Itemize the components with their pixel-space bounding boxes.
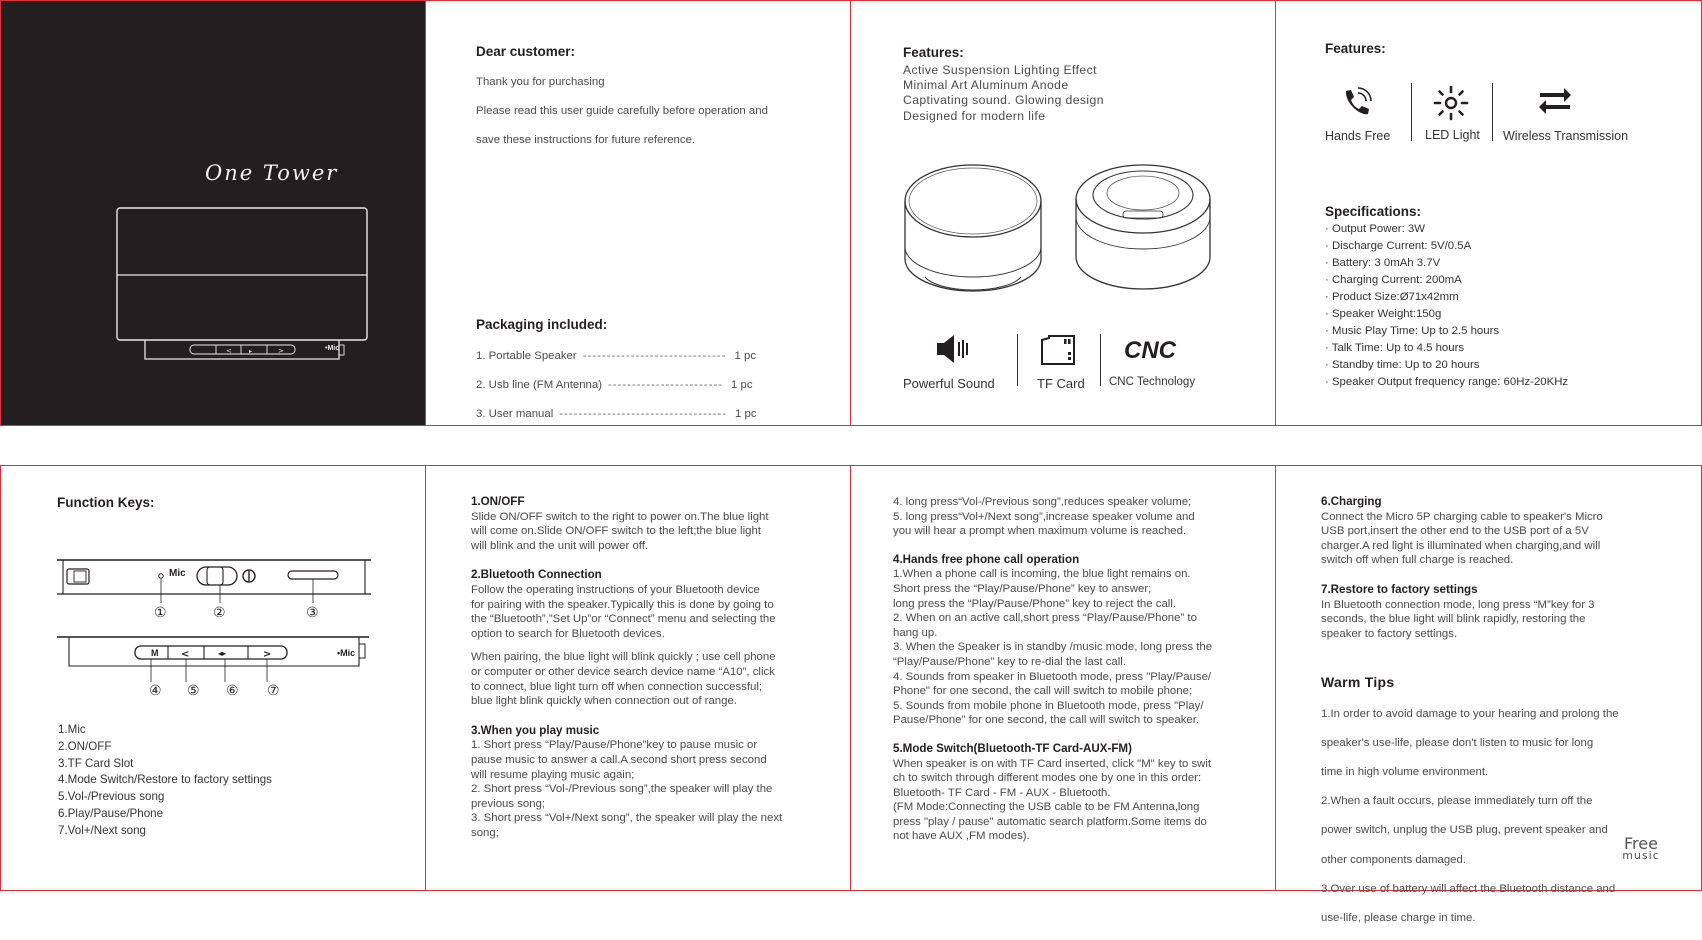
line: the “Bluetooth”,”Set Up”or “Connect” menu and selecting the (471, 613, 776, 626)
section-play-music (471, 724, 831, 841)
section-title: 5.Mode Switch(Bluetooth-TF Card-AUX-FM) (893, 741, 1132, 755)
packaging-item-dashes: ------------------------------ (582, 349, 727, 362)
section-body (893, 495, 1263, 539)
callout-6: ⑥ (226, 682, 239, 698)
line: hang up. (893, 626, 938, 639)
phone-icon (1340, 87, 1372, 119)
features-line: Designed for modern life (903, 108, 1046, 123)
welcome-text (476, 60, 768, 162)
warm-tips-body (1321, 692, 1619, 940)
line: Slide ON/OFF switch to the right to power on.The blue light (471, 510, 769, 523)
line: ch to switch through different modes one by one in this order: (893, 772, 1202, 785)
spec-item: · Standby time: Up to 20 hours (1325, 359, 1480, 371)
section-volume (893, 495, 1263, 539)
section-mode-switch (893, 742, 1263, 844)
line: press "play / pause" automatic search platform.Some items do (893, 815, 1207, 828)
svg-text:<: < (226, 347, 232, 355)
line: 2.When a fault occurs, please immediately turn off the (1321, 795, 1593, 808)
features-heading: Features: (903, 45, 964, 60)
line: 1.When a phone call is incoming, the blue light remains on. (893, 568, 1191, 581)
section-factory-reset (1321, 583, 1691, 641)
speaker-icon (935, 334, 971, 364)
features-panel-a (850, 0, 1276, 426)
svg-text:>: > (278, 347, 284, 355)
line: Pause/Phone" for one second, the call will switch to speaker. (893, 714, 1200, 727)
line: will resume playing music again; (471, 768, 635, 781)
spec-item: · Charging Current: 200mA (1325, 274, 1462, 286)
line: option to search for Bluetooth devices. (471, 627, 665, 640)
cover-panel (0, 0, 426, 426)
section-body (471, 738, 831, 840)
section-title: 3.When you play music (471, 723, 600, 737)
svg-text:>: > (263, 649, 272, 660)
welcome-line: Please read this user guide carefully before operation and (476, 104, 768, 117)
packaging-item-name: 3. User manual (476, 407, 554, 420)
section-on-off (471, 495, 831, 553)
section-body (471, 650, 831, 708)
section-body (471, 583, 831, 641)
specifications-heading: Specifications: (1325, 204, 1422, 219)
function-keys-legend (58, 722, 272, 840)
line: power switch, unplug the USB plug, prevent speaker and (1321, 824, 1608, 837)
specifications-list (1325, 221, 1568, 391)
line: use-life, please charge in time. (1321, 911, 1476, 924)
section-bluetooth (471, 568, 831, 641)
line: charger.A red light is illuminated when charging,and will (1321, 539, 1601, 552)
line: 1. Short press “Play/Pause/Phone”key to pause music or (471, 739, 758, 752)
packaging-heading: Packaging included: (476, 317, 608, 332)
line: to connect, blue light turn off when connection successful; (471, 680, 763, 693)
line: 3. Short press “Vol+/Next song”, the speaker will play the next (471, 812, 783, 825)
spec-item: · Battery: 3 0mAh 3.7V (1325, 257, 1441, 269)
line: 4. long press“Vol-/Previous song”,reduces speaker volume; (893, 496, 1192, 508)
line: you will hear a prompt when maximum volume is reached. (893, 525, 1187, 538)
line: will come on.Slide ON/OFF switch to the left;the blue light (471, 525, 761, 538)
features-line: Captivating sound. Glowing design (903, 93, 1104, 108)
line: long press the “Play/Pause/Phone” key to reject the call. (893, 597, 1177, 610)
spec-item: · Discharge Current: 5V/0.5A (1325, 240, 1472, 252)
speaker-product-illustration (903, 159, 1223, 299)
powerful-sound-label: Powerful Sound (903, 376, 995, 391)
line: speaker to factory settings. (1321, 627, 1458, 640)
packaging-item-qty: 1 pc (731, 378, 753, 391)
function-keys-heading: Function Keys: (57, 495, 155, 510)
line: Bluetooth- TF Card - FM - AUX - Bluetooth. (893, 786, 1111, 799)
section-pairing (471, 650, 831, 708)
features-text (903, 63, 1104, 124)
led-light-label: LED Light (1425, 128, 1480, 142)
brand-logo-bottom: music (1622, 849, 1660, 862)
line: USB port,insert the other end to the USB port of a 5V (1321, 525, 1589, 538)
packaging-item (476, 407, 766, 422)
line: Connect the Micro 5P charging cable to speaker's Micro (1321, 510, 1603, 523)
function-keys-panel (0, 465, 426, 891)
section-title: 7.Restore to factory settings (1321, 582, 1478, 596)
packaging-item-name: 1. Portable Speaker (476, 349, 577, 362)
mic-label-bottom: •Mic (337, 648, 356, 658)
callout-7: ⑦ (267, 682, 280, 698)
line: In Bluetooth connection mode, long press “M”key for 3 (1321, 598, 1595, 611)
line: not have AUX ,FM modes). (893, 830, 1030, 843)
divider (1017, 334, 1018, 386)
section-charging (1321, 495, 1691, 568)
instructions-column-1 (471, 495, 831, 849)
line: blue light blink quickly when connection out of range. (471, 695, 737, 708)
line: Follow the operating instructions of your Bluetooth device (471, 583, 760, 596)
section-title: 6.Charging (1321, 495, 1382, 508)
line: 3. When the Speaker is in standby /music mode, long press the (893, 641, 1213, 654)
section-title: 4.Hands free phone call operation (893, 552, 1080, 566)
line: 3.Over use of battery will affect the Bluetooth distance and (1321, 882, 1616, 895)
legend-item: 5.Vol-/Previous song (58, 790, 165, 804)
spec-item: · Music Play Time: Up to 2.5 hours (1325, 325, 1500, 337)
line: time in high volume environment. (1321, 765, 1489, 778)
spec-item: · Speaker Weight:150g (1325, 308, 1442, 320)
brand-logo (1616, 834, 1666, 862)
instructions-panel-1 (425, 465, 851, 891)
line: song; (471, 826, 499, 839)
section-body (1321, 510, 1691, 568)
line: When pairing, the blue light will blink quickly ; use cell phone (471, 651, 776, 664)
mode-key-label: M (151, 648, 159, 658)
callout-4: ④ (149, 682, 162, 698)
line: other components damaged. (1321, 853, 1467, 866)
line: 1.In order to avoid damage to your hearing and prolong the (1321, 707, 1619, 720)
features-line: Minimal Art Aluminum Anode (903, 78, 1069, 93)
callout-3: ③ (306, 604, 319, 620)
spec-item: · Talk Time: Up to 4.5 hours (1325, 342, 1465, 354)
section-title: 2.Bluetooth Connection (471, 568, 602, 582)
packaging-item-qty: 1 pc (735, 407, 757, 420)
line: 5. Sounds from mobile phone in Bluetooth mode, press "Play/ (893, 699, 1204, 712)
divider (1492, 83, 1493, 141)
line: When speaker is on with TF Card inserted, click "M" key to swit (893, 757, 1212, 770)
packaging-item (476, 349, 766, 364)
tf-card-label: TF Card (1037, 376, 1085, 391)
cnc-icon: CNC (1124, 337, 1176, 364)
sun-icon (1433, 85, 1469, 121)
callout-1: ① (154, 604, 167, 620)
line: pause music to answer a call.A second short press second (471, 753, 767, 766)
packaging-item-name: 2. Usb line (FM Antenna) (476, 378, 602, 391)
line: speaker's use-life, please don't listen to music for long (1321, 736, 1594, 749)
legend-item: 4.Mode Switch/Restore to factory settings (58, 773, 272, 787)
callout-2: ② (213, 604, 226, 620)
wireless-transmission-label: Wireless Transmission (1503, 129, 1629, 143)
line: (FM Mode:Connecting the USB cable to be FM Antenna,long (893, 801, 1200, 814)
product-name: One Tower (205, 161, 339, 185)
features-line: Active Suspension Lighting Effect (903, 63, 1097, 77)
instructions-panel-3 (1275, 465, 1702, 924)
line: switch off when full charge is reached. (1321, 554, 1514, 567)
spec-item: · Speaker Output frequency range: 60Hz-20KHz (1325, 376, 1569, 388)
hands-free-label: Hands Free (1325, 129, 1391, 143)
packaging-list (476, 334, 766, 436)
line: Phone" for one second, the call will switch to mobile phone; (893, 685, 1193, 698)
features-heading: Features: (1325, 41, 1386, 56)
line: 2. Short press “Vol-/Previous song”,the speaker will play the (471, 783, 773, 796)
divider (1100, 334, 1101, 386)
legend-item: 6.Play/Pause/Phone (58, 806, 164, 820)
welcome-line: save these instructions for future reference. (476, 133, 696, 146)
svg-text:◂▸: ◂▸ (218, 649, 227, 658)
spec-item: · Product Size:Ø71x42mm (1325, 291, 1459, 303)
packaging-item-dashes: ------------------------ (608, 378, 724, 391)
warm-tips-title: Warm Tips (1321, 674, 1395, 690)
section-body (893, 567, 1263, 728)
line: will blink and the unit will power off. (471, 539, 649, 552)
spec-item: · Output Power: 3W (1325, 223, 1426, 235)
instructions-column-3 (1321, 495, 1691, 650)
legend-item: 2.ON/OFF (58, 739, 112, 753)
line: seconds, the blue light will blink rapidly, restoring the (1321, 613, 1586, 626)
welcome-line: Thank you for purchasing (476, 75, 605, 88)
line: or computer or other device search device name “A10”, click (471, 665, 775, 678)
line: 5. long press“Vol+/Next song”,increase speaker volume and (893, 510, 1195, 523)
packaging-item-qty: 1 pc (734, 349, 757, 362)
speaker-bottom-diagram (57, 636, 377, 706)
divider (1411, 83, 1412, 141)
packaging-item (476, 378, 766, 393)
cnc-technology-label: CNC Technology (1109, 376, 1196, 388)
cover-mic-label: •Mic (325, 345, 340, 352)
line: for pairing with the speaker.Typically this is done by going to (471, 598, 774, 611)
line: 4. Sounds from speaker in Bluetooth mode, press "Play/Pause/ (893, 670, 1212, 683)
legend-item: 7.Vol+/Next song (58, 823, 146, 837)
transfer-arrows-icon (1538, 87, 1572, 117)
instructions-panel-2 (850, 465, 1276, 891)
welcome-panel (425, 0, 851, 426)
section-hands-free (893, 553, 1263, 728)
section-body (1321, 598, 1691, 642)
packaging-item-dashes: ----------------------------------- (559, 407, 728, 420)
svg-text:<: < (181, 649, 190, 660)
section-body (471, 510, 831, 554)
legend-item: 3.TF Card Slot (58, 756, 134, 770)
line: “Play/Pause/Phone” key to re-dial the last call. (893, 655, 1126, 668)
brand-logo-top: Free (1624, 834, 1658, 853)
welcome-heading: Dear customer: (476, 44, 576, 59)
tf-card-icon (1040, 336, 1076, 366)
callout-5: ⑤ (187, 682, 200, 698)
legend-item: 1.Mic (58, 723, 86, 736)
features-panel-b (1275, 0, 1702, 426)
mic-label-top: Mic (169, 568, 186, 579)
svg-text:▸: ▸ (249, 348, 253, 355)
instructions-column-2 (893, 495, 1263, 853)
line: previous song; (471, 797, 546, 810)
section-title: 1.ON/OFF (471, 495, 525, 508)
line: Short press the “Play/Pause/Phone” key to answer; (893, 582, 1152, 595)
section-body (893, 757, 1263, 845)
line: 2. When on an active call,short press “Play/Pause/Phone” to (893, 612, 1197, 625)
